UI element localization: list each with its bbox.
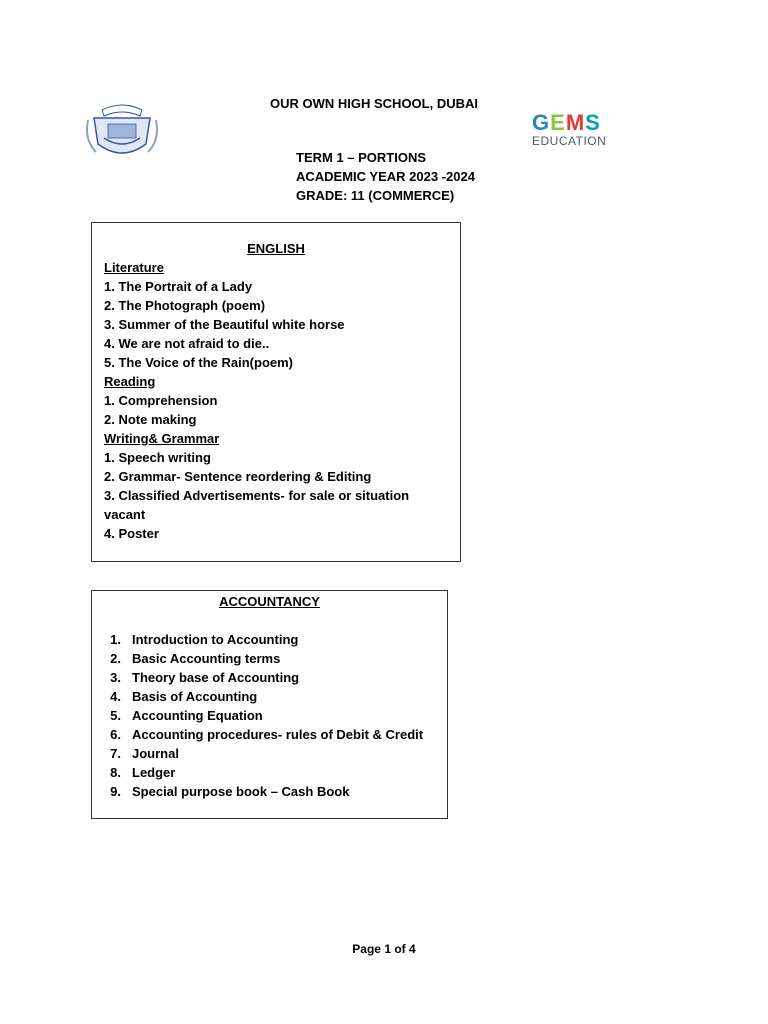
accountancy-item-number: 6. [110, 727, 121, 742]
literature-item: 4. We are not afraid to die.. [104, 336, 270, 351]
accountancy-item-number: 7. [110, 746, 121, 761]
writing-list [104, 448, 448, 543]
footer-page-num: 1 [384, 942, 391, 956]
english-section [91, 222, 461, 562]
accountancy-item [92, 725, 447, 744]
accountancy-item [92, 687, 447, 706]
accountancy-item-text: Theory base of Accounting [132, 670, 300, 685]
accountancy-item-text: Accounting Equation [132, 708, 263, 723]
school-logo [82, 100, 162, 166]
accountancy-item-text: Introduction to Accounting [132, 632, 299, 647]
gems-letter: M [565, 110, 586, 135]
gems-letter: E [550, 110, 566, 135]
gems-logo-subtitle: EDUCATION [532, 134, 607, 148]
literature-item: 1. The Portrait of a Lady [104, 279, 253, 294]
writing-heading: Writing& Grammar [104, 431, 220, 446]
accountancy-item [92, 763, 447, 782]
accountancy-item [92, 744, 447, 763]
literature-item: 3. Summer of the Beautiful white horse [104, 317, 345, 332]
accountancy-item [92, 649, 447, 668]
accountancy-title: ACCOUNTANCY [219, 594, 320, 609]
reading-heading: Reading [104, 374, 156, 389]
gems-letter: S [585, 110, 601, 135]
accountancy-item [92, 706, 447, 725]
reading-item: 2. Note making [104, 412, 197, 427]
accountancy-item-text: Special purpose book – Cash Book [132, 784, 350, 799]
gems-logo-word [532, 112, 612, 134]
term-title: TERM 1 – PORTIONS [296, 150, 427, 165]
accountancy-item [92, 630, 447, 649]
accountancy-item-number: 5. [110, 708, 121, 723]
gems-letter: G [532, 110, 551, 135]
footer-of-word: of [394, 942, 406, 956]
literature-item: 5. The Voice of the Rain(poem) [104, 355, 294, 370]
writing-item: 1. Speech writing [104, 450, 211, 465]
accountancy-item-number: 8. [110, 765, 121, 780]
accountancy-item-number: 9. [110, 784, 121, 799]
accountancy-item-text: Ledger [132, 765, 176, 780]
literature-item: 2. The Photograph (poem) [104, 298, 266, 313]
academic-year: ACADEMIC YEAR 2023 -2024 [296, 169, 475, 184]
english-title: ENGLISH [247, 241, 305, 256]
accountancy-item-text: Basic Accounting terms [132, 651, 281, 666]
page-footer [0, 942, 768, 956]
literature-heading: Literature [104, 260, 164, 275]
gems-logo [532, 112, 612, 152]
writing-item: 3. Classified Advertisements- for sale or situation vacant [104, 488, 410, 522]
footer-total: 4 [409, 942, 416, 956]
accountancy-item-number: 2. [110, 651, 121, 666]
reading-list [104, 391, 448, 429]
accountancy-item-text: Journal [132, 746, 179, 761]
accountancy-item [92, 668, 447, 687]
school-name: OUR OWN HIGH SCHOOL, DUBAI [270, 96, 478, 111]
footer-page-word: Page [352, 942, 381, 956]
writing-item: 2. Grammar- Sentence reordering & Editing [104, 469, 372, 484]
accountancy-list [92, 630, 447, 801]
writing-item: 4. Poster [104, 526, 159, 541]
accountancy-item [92, 782, 447, 801]
accountancy-item-number: 1. [110, 632, 121, 647]
accountancy-item-number: 4. [110, 689, 121, 704]
document-header [296, 148, 475, 205]
grade-label: GRADE: 11 (COMMERCE) [296, 188, 455, 203]
accountancy-section [91, 590, 448, 819]
literature-list [104, 277, 448, 372]
accountancy-item-number: 3. [110, 670, 121, 685]
reading-item: 1. Comprehension [104, 393, 218, 408]
accountancy-item-text: Accounting procedures- rules of Debit & Credit [132, 727, 424, 742]
accountancy-item-text: Basis of Accounting [132, 689, 258, 704]
